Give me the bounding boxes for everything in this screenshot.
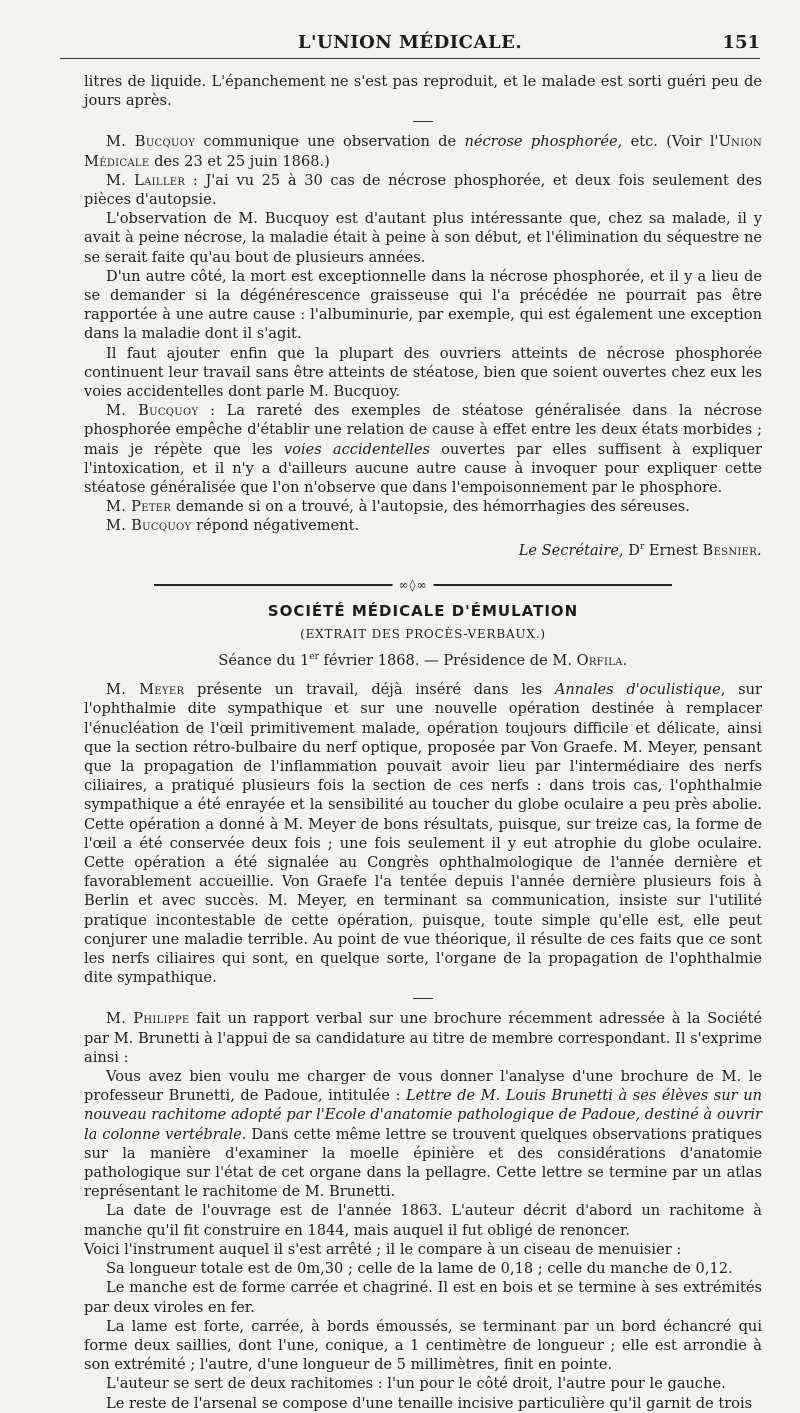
paragraph: Le reste de l'arsenal se compose d'une tenaille incisive particulière qu'il garnit de trois <box>106 1394 753 1412</box>
session-line: Séance du 1er février 1868. — Présidence de M. Orfila. <box>218 652 628 669</box>
speaker-name: M. Bucquoy <box>106 402 199 420</box>
paragraph: L'auteur se sert de deux rachitomes : l'un pour le côté droit, l'autre pour le gauche. <box>106 1375 726 1393</box>
paragraph: M. Peter demande si on a trouvé, à l'autopsie, des hémorrhagies des séreuses. <box>106 498 690 516</box>
signature-line: Le Secrétaire, $D^r$ Ernest Besnier. <box>518 541 762 559</box>
paragraph: M. Bucquoy répond négativement. <box>106 517 360 535</box>
paragraph: D'un autre côté, la mort est exceptionnelle dans la nécrose phosphorée, et il y a lieu de se demander si la dégénérescence graisseuse qui l'a précédée ne pourrait pas être rapportée à une autre cause : l'albuminurie, par exemple, qui est également une exception dans la maladie dont il s'agit. <box>84 267 762 343</box>
document-body <box>84 72 762 1413</box>
separator-dash <box>84 110 762 132</box>
paragraph: M. Meyer présente un travail, déjà inséré dans les Annales d'oculistique, sur l'ophthalmie dite sympathique et sur une nouvelle opération destinée à remplacer l'énucléation de l'œil primitivement malade, opération toujours difficile et délicate, ainsi que la section rétro-bulbaire du nerf optique, proposée par Von Graefe. M. Meyer, pensant que la propagation de l'inflammation pouvait avoir lieu par l'intermédiaire des nerfs ciliaires, a pratiqué plusieurs fois la section de ces nerfs : dans trois cas, l'ophthalmie sympathique a été enrayée et la sensibilité au toucher du globe oculaire a peu près abolie. Cette opération a donné à M. Meyer de bons résultats, puisque, sur treize cas, la forme de l'œil a été conservée deux fois ; une fois seulement il y eut atrophie du globe oculaire. Cette opération a été signalée au Congrès ophthalmologique de l'année dernière et favorablement accueillie. Von Graefe l'a tentée depuis l'année dernière plusieurs fois à Berlin et avec succès. M. Meyer, en terminant sa communication, insiste sur l'utilité pratique incontestable de cette opération, puisque, toute simple qu'elle est, elle peut conjurer une maladie terrible. Au point de vue théorique, il résulte de ces faits que ce sont les nerfs ciliaires qui sont, en quelque sorte, l'organe de la propagation de l'ophthalmie dite sympathique. <box>84 681 762 987</box>
page-number: 151 <box>722 32 760 53</box>
section-title: SOCIÉTÉ MÉDICALE D'ÉMULATION <box>267 601 579 620</box>
paragraph: L'observation de M. Bucquoy est d'autant plus intéressante que, chez sa malade, il y avait à peine nécrose, la maladie était à peine à son début, et l'élimination du séquestre ne se serait faite qu'au bout de plusieurs années. <box>84 210 762 266</box>
paragraph: M. Lailler : J'ai vu 25 à 30 cas de nécrose phosphorée, et deux fois seulement des pièces d'autopsie. <box>84 171 762 209</box>
paragraph: litres de liquide. L'épanchement ne s'est pas reproduit, et le malade est sorti guéri peu de jours après. <box>84 73 762 110</box>
speaker-name: M. Peter <box>106 498 172 516</box>
ornament-icon: ∞◊∞ <box>393 576 434 595</box>
separator-dash <box>84 987 762 1009</box>
speaker-name: M. Bucquoy <box>106 133 196 151</box>
speaker-name: M. Bucquoy <box>106 517 192 535</box>
paragraph: Le manche est de forme carrée et chagriné. Il est en bois et se termine à ses extrémités par deux viroles en fer. <box>84 1279 762 1316</box>
paragraph: M. Bucquoy communique une observation de nécrose phosphorée, etc. (Voir l'Union Médicale des 23 et 25 juin 1868.) <box>84 133 763 170</box>
paragraph: M. Bucquoy : La rareté des exemples de stéatose généralisée dans la nécrose phosphorée empêche d'établir une relation de cause à effet entre les deux états morbides ; mais je répète que les voies accidentelles ouvertes par elles suffisent à expliquer l'intoxication, et il n'y a d'ailleurs aucune autre cause à invoquer pour expliquer cette stéatose généralisée que l'on n'observe que dans l'empoisonnement par le phosphore. <box>84 402 762 497</box>
section-subtitle: (EXTRAIT DES PROCÈS-VERBAUX.) <box>300 626 546 641</box>
paragraph: La lame est forte, carrée, à bords émoussés, se terminant par un bord échancré qui forme deux saillies, dont l'une, conique, a 1 centimètre de longueur ; elle est arrondie à son extrémité ; l'autre, d'une longueur de 5 millimètres, finit en pointe. <box>84 1317 762 1374</box>
running-header <box>60 30 760 59</box>
speaker-name: M. Meyer <box>106 681 185 699</box>
paragraph: Sa longueur totale est de 0m,30 ; celle de la lame de 0,18 ; celle du manche de 0,12. <box>106 1260 733 1278</box>
speaker-name: M. Philippe <box>106 1010 190 1028</box>
paragraph: Vous avez bien voulu me charger de vous donner l'analyse d'une brochure de M. le professeur Brunetti, de Padoue, intitulée : Lettre de M. Louis Brunetti à ses élèves sur un nouveau rachitome adopté par l'Ecole d'anatomie pathologique de Padoue, destiné à ouvrir la colonne vertébrale. Dans cette même lettre se trouvent quelques observations pratiques sur la manière d'examiner la moelle épinière et des considérations d'anatomie pathologique sur l'état de cet organe dans la pellagre. Cette lettre se termine par un atlas représentant le rachitome de M. Brunetti. <box>84 1068 762 1201</box>
paragraph: Voici l'instrument auquel il s'est arrêté ; il le compare à un ciseau de menuisier : <box>84 1240 682 1258</box>
paragraph: M. Philippe fait un rapport verbal sur une brochure récemment adressée à la Société par M. Brunetti à l'appui de sa candidature au titre de membre correspondant. Il s'exprime ainsi : <box>84 1010 763 1066</box>
ornamental-rule <box>154 572 672 598</box>
paragraph: La date de l'ouvrage est de l'année 1863. L'auteur décrit d'abord un rachitome à manche qu'il fit construire en 1844, mais auquel il fut obligé de renoncer. <box>84 1202 762 1239</box>
journal-title: L'UNION MÉDICALE. <box>297 32 523 53</box>
paragraph: Il faut ajouter enfin que la plupart des ouvriers atteints de nécrose phosphorée continuent leur travail sans être atteints de stéatose, bien que soient ouvertes chez eux les voies accidentelles dont parle M. Bucquoy. <box>84 344 762 401</box>
speaker-name: M. Lailler <box>106 171 186 189</box>
